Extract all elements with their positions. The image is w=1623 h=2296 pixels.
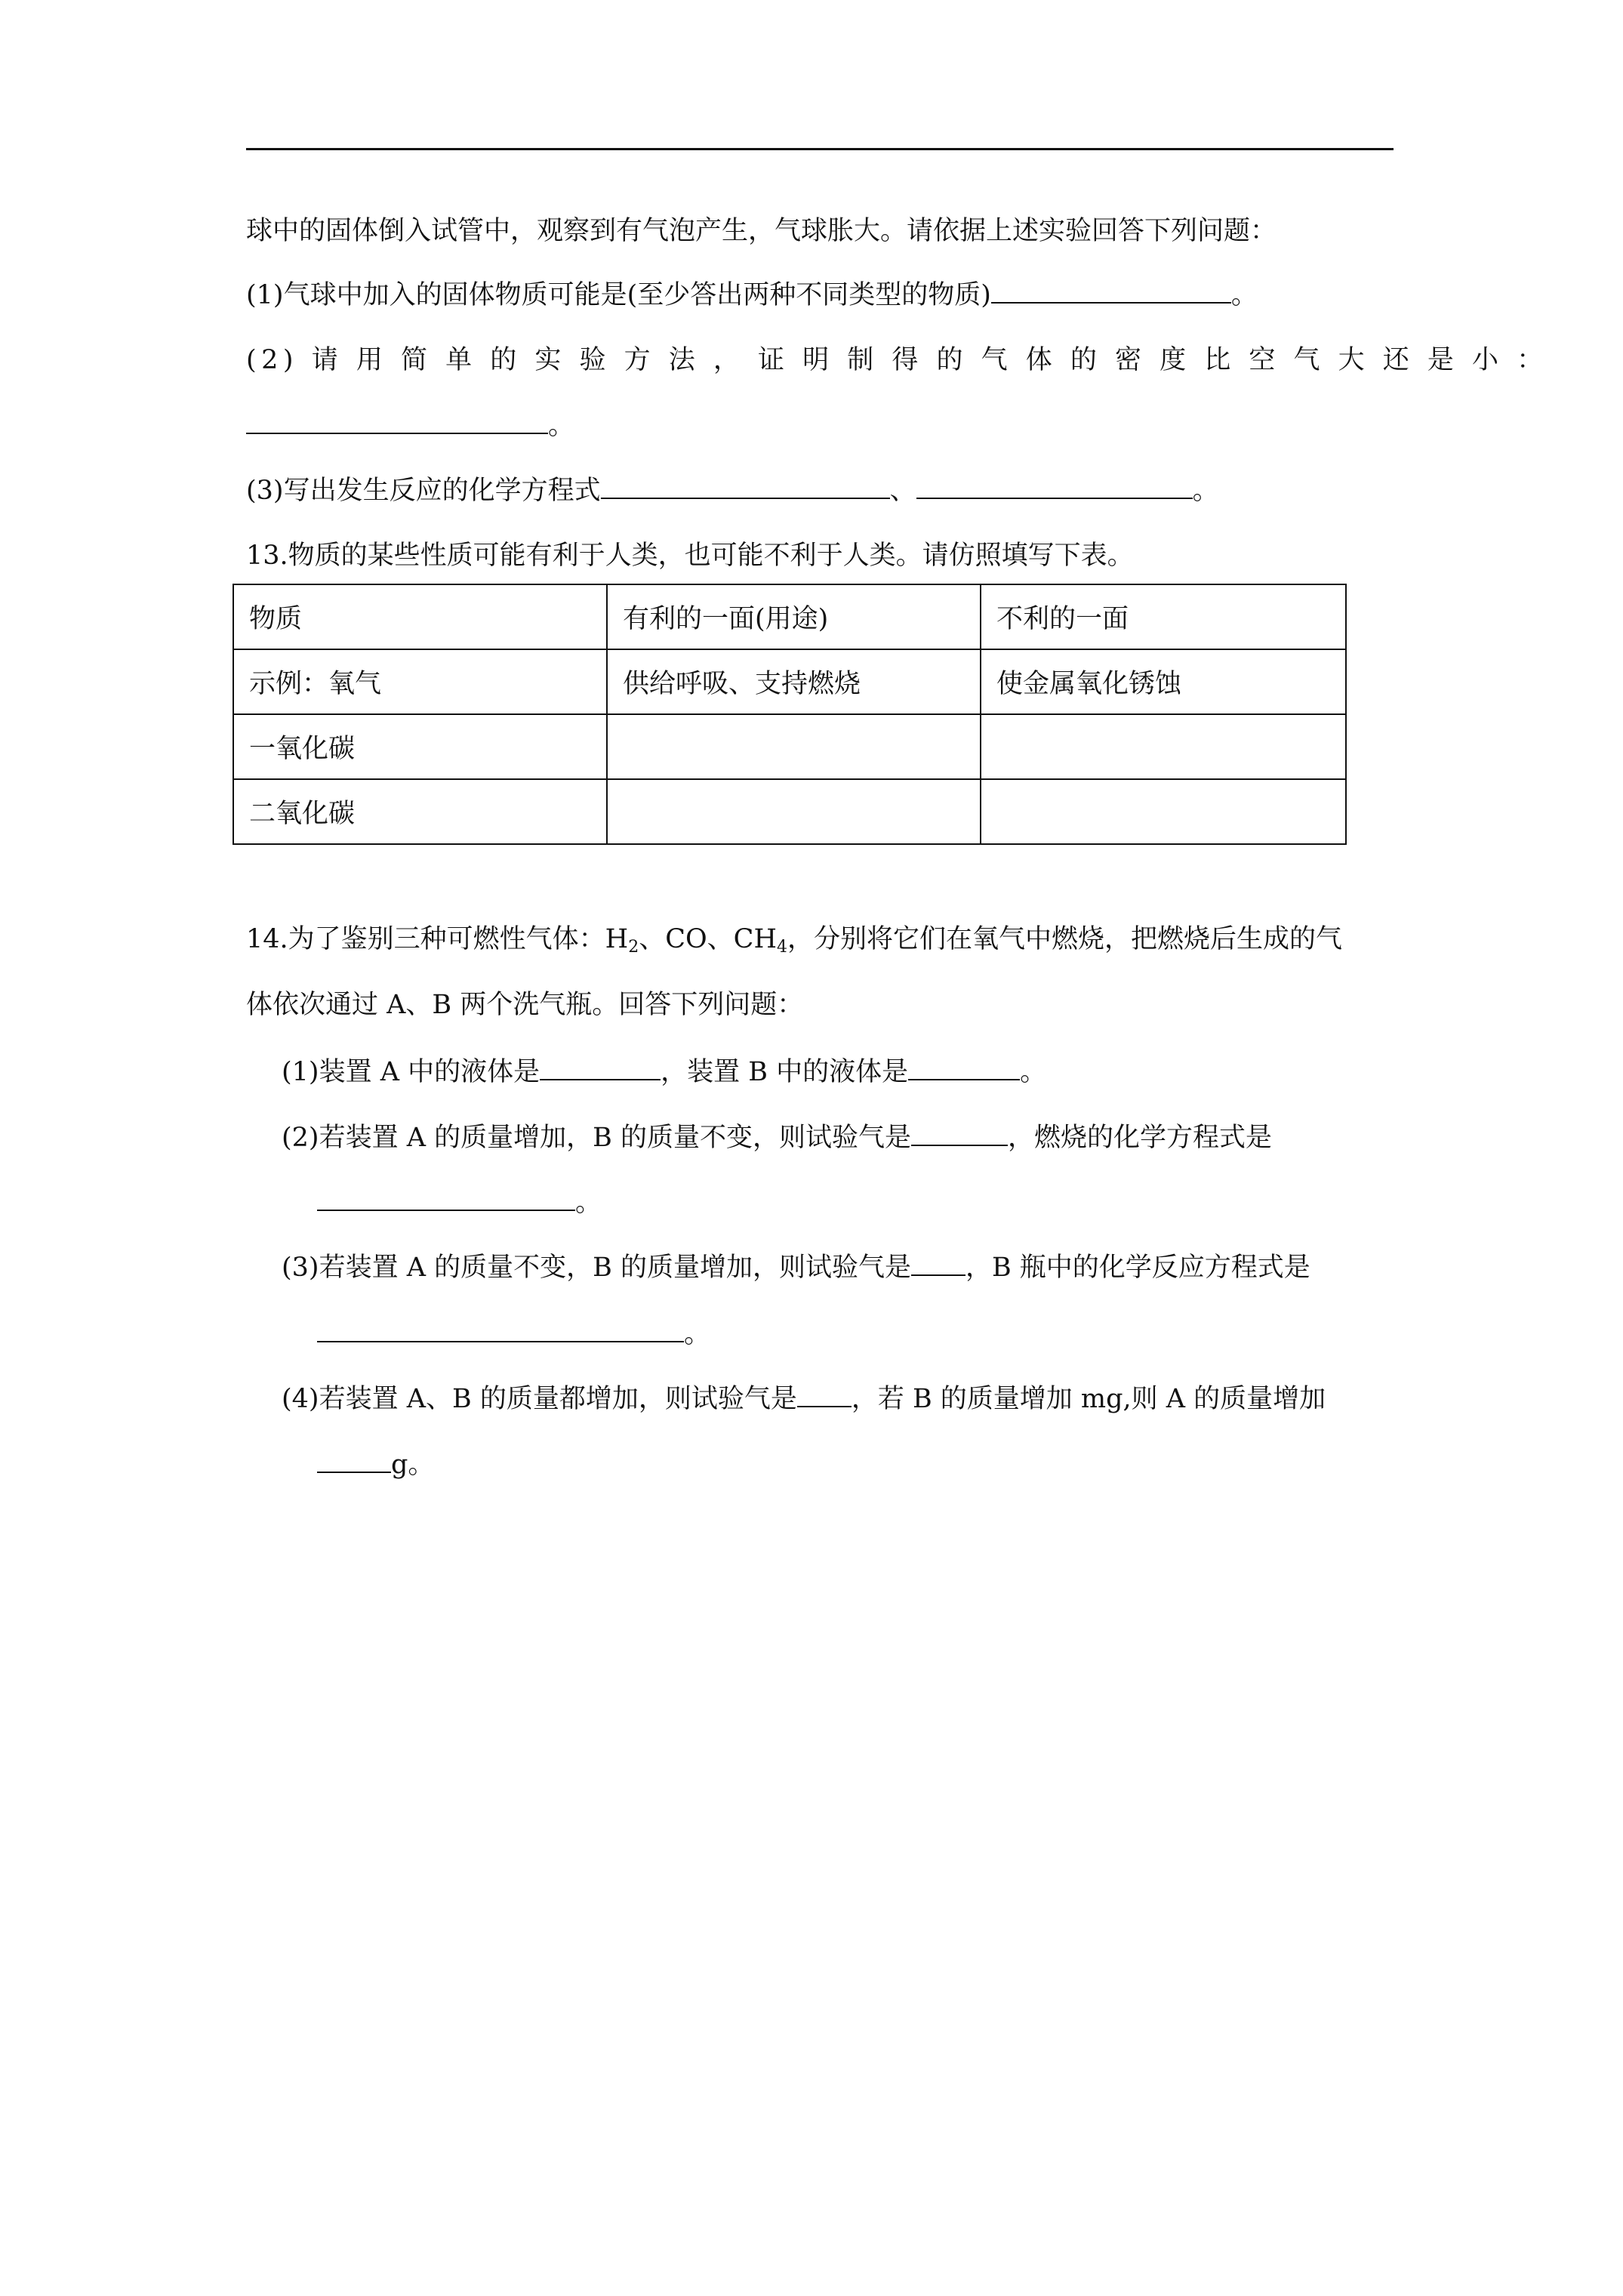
question-text: 、CO、CH [639, 924, 777, 954]
table-row [233, 779, 1346, 844]
punctuation: 。 [684, 1319, 711, 1349]
answer-blank[interactable] [797, 1385, 852, 1407]
question-text: (3)若装置 A 的质量不变，B 的质量增加，则试验气是 [282, 1253, 911, 1283]
question-text: 13.物质的某些性质可能有利于人类，也可能不利于人类。请仿照填写下表。 [246, 541, 1134, 571]
table-header-cell: 不利的一面 [981, 584, 1346, 649]
answer-blank[interactable] [991, 281, 1231, 304]
subscript: 4 [776, 938, 787, 957]
question-14 [246, 923, 1342, 964]
header-rule [246, 148, 1394, 150]
table-header-cell: 有利的一面(用途) [607, 584, 981, 649]
table-cell: 二氧化碳 [233, 779, 607, 844]
question-text: (2) 请 用 简 单 的 实 验 方 法 ， 证 明 制 得 的 气 体 的 密 度 比 空 气 大 还 是 小 ： [246, 345, 1548, 375]
answer-blank[interactable] [601, 476, 890, 499]
punctuation: 。 [1192, 476, 1219, 506]
table-row [233, 649, 1346, 714]
question-text: ，若 B 的质量增加 mg,则 A 的质量增加 [851, 1384, 1326, 1414]
question-14-3-answer [317, 1318, 710, 1351]
table-header-cell: 物质 [233, 584, 607, 649]
question-text: (1)气球中加入的固体物质可能是(至少答出两种不同类型的物质) [246, 280, 991, 310]
question-text: (3)写出发生反应的化学方程式 [246, 476, 601, 506]
question-14-4 [282, 1382, 1326, 1416]
table-header-row [233, 584, 1346, 649]
answer-blank[interactable] [246, 411, 548, 434]
question-13 [246, 539, 1134, 572]
punctuation: 、 [889, 476, 916, 506]
question-text: ，燃烧的化学方程式是 [1007, 1123, 1272, 1153]
text-line [246, 214, 1277, 248]
question-12-2-answer [246, 409, 574, 442]
question-text: (1)装置 A 中的液体是 [282, 1057, 540, 1087]
question-14-4-answer [317, 1448, 434, 1481]
table-cell: 使金属氧化锈蚀 [981, 649, 1346, 714]
question-text: ，装置 B 中的液体是 [661, 1057, 909, 1087]
subscript: 2 [628, 938, 639, 957]
table-cell: 供给呼吸、支持燃烧 [607, 649, 981, 714]
punctuation: 。 [1230, 280, 1258, 310]
punctuation: 。 [548, 411, 575, 441]
answer-blank[interactable] [911, 1253, 965, 1276]
punctuation: 。 [575, 1188, 602, 1218]
answer-blank[interactable] [908, 1058, 1020, 1080]
punctuation: 。 [1020, 1057, 1047, 1087]
question-text: (2)若装置 A 的质量增加，B 的质量不变，则试验气是 [282, 1123, 911, 1153]
question-text: 体依次通过 A、B 两个洗气瓶。回答下列问题： [246, 990, 804, 1020]
question-text: ，B 瓶中的化学反应方程式是 [965, 1253, 1310, 1283]
question-14-3 [282, 1251, 1310, 1284]
table-cell: 一氧化碳 [233, 714, 607, 779]
question-14-2 [282, 1121, 1272, 1154]
answer-blank[interactable] [317, 1188, 575, 1211]
table-cell: 示例：氧气 [233, 649, 607, 714]
question-14-cont [246, 988, 803, 1022]
question-14-2-answer [317, 1186, 602, 1219]
question-text: ，分别将它们在氧气中燃烧，把燃烧后生成的气 [787, 924, 1342, 954]
property-table [233, 584, 1347, 845]
answer-blank[interactable] [911, 1123, 1008, 1146]
unit-text: g。 [391, 1450, 435, 1480]
table-cell-blank[interactable] [607, 779, 981, 844]
question-12-2 [246, 344, 1548, 377]
table-cell-blank[interactable] [607, 714, 981, 779]
table-cell-blank[interactable] [981, 779, 1346, 844]
table-cell-blank[interactable] [981, 714, 1346, 779]
answer-blank[interactable] [916, 476, 1193, 499]
answer-blank[interactable] [317, 1450, 391, 1473]
question-text: 14.为了鉴别三种可燃性气体：H [246, 924, 629, 954]
question-14-1 [282, 1056, 1046, 1089]
question-12-3 [246, 474, 1219, 507]
table-row [233, 714, 1346, 779]
answer-blank[interactable] [540, 1058, 661, 1080]
paragraph-text: 球中的固体倒入试管中，观察到有气泡产生，气球胀大。请依据上述实验回答下列问题： [246, 216, 1277, 246]
question-text: (4)若装置 A、B 的质量都增加，则试验气是 [282, 1384, 797, 1414]
question-12-1 [246, 279, 1258, 312]
answer-blank[interactable] [317, 1320, 684, 1342]
